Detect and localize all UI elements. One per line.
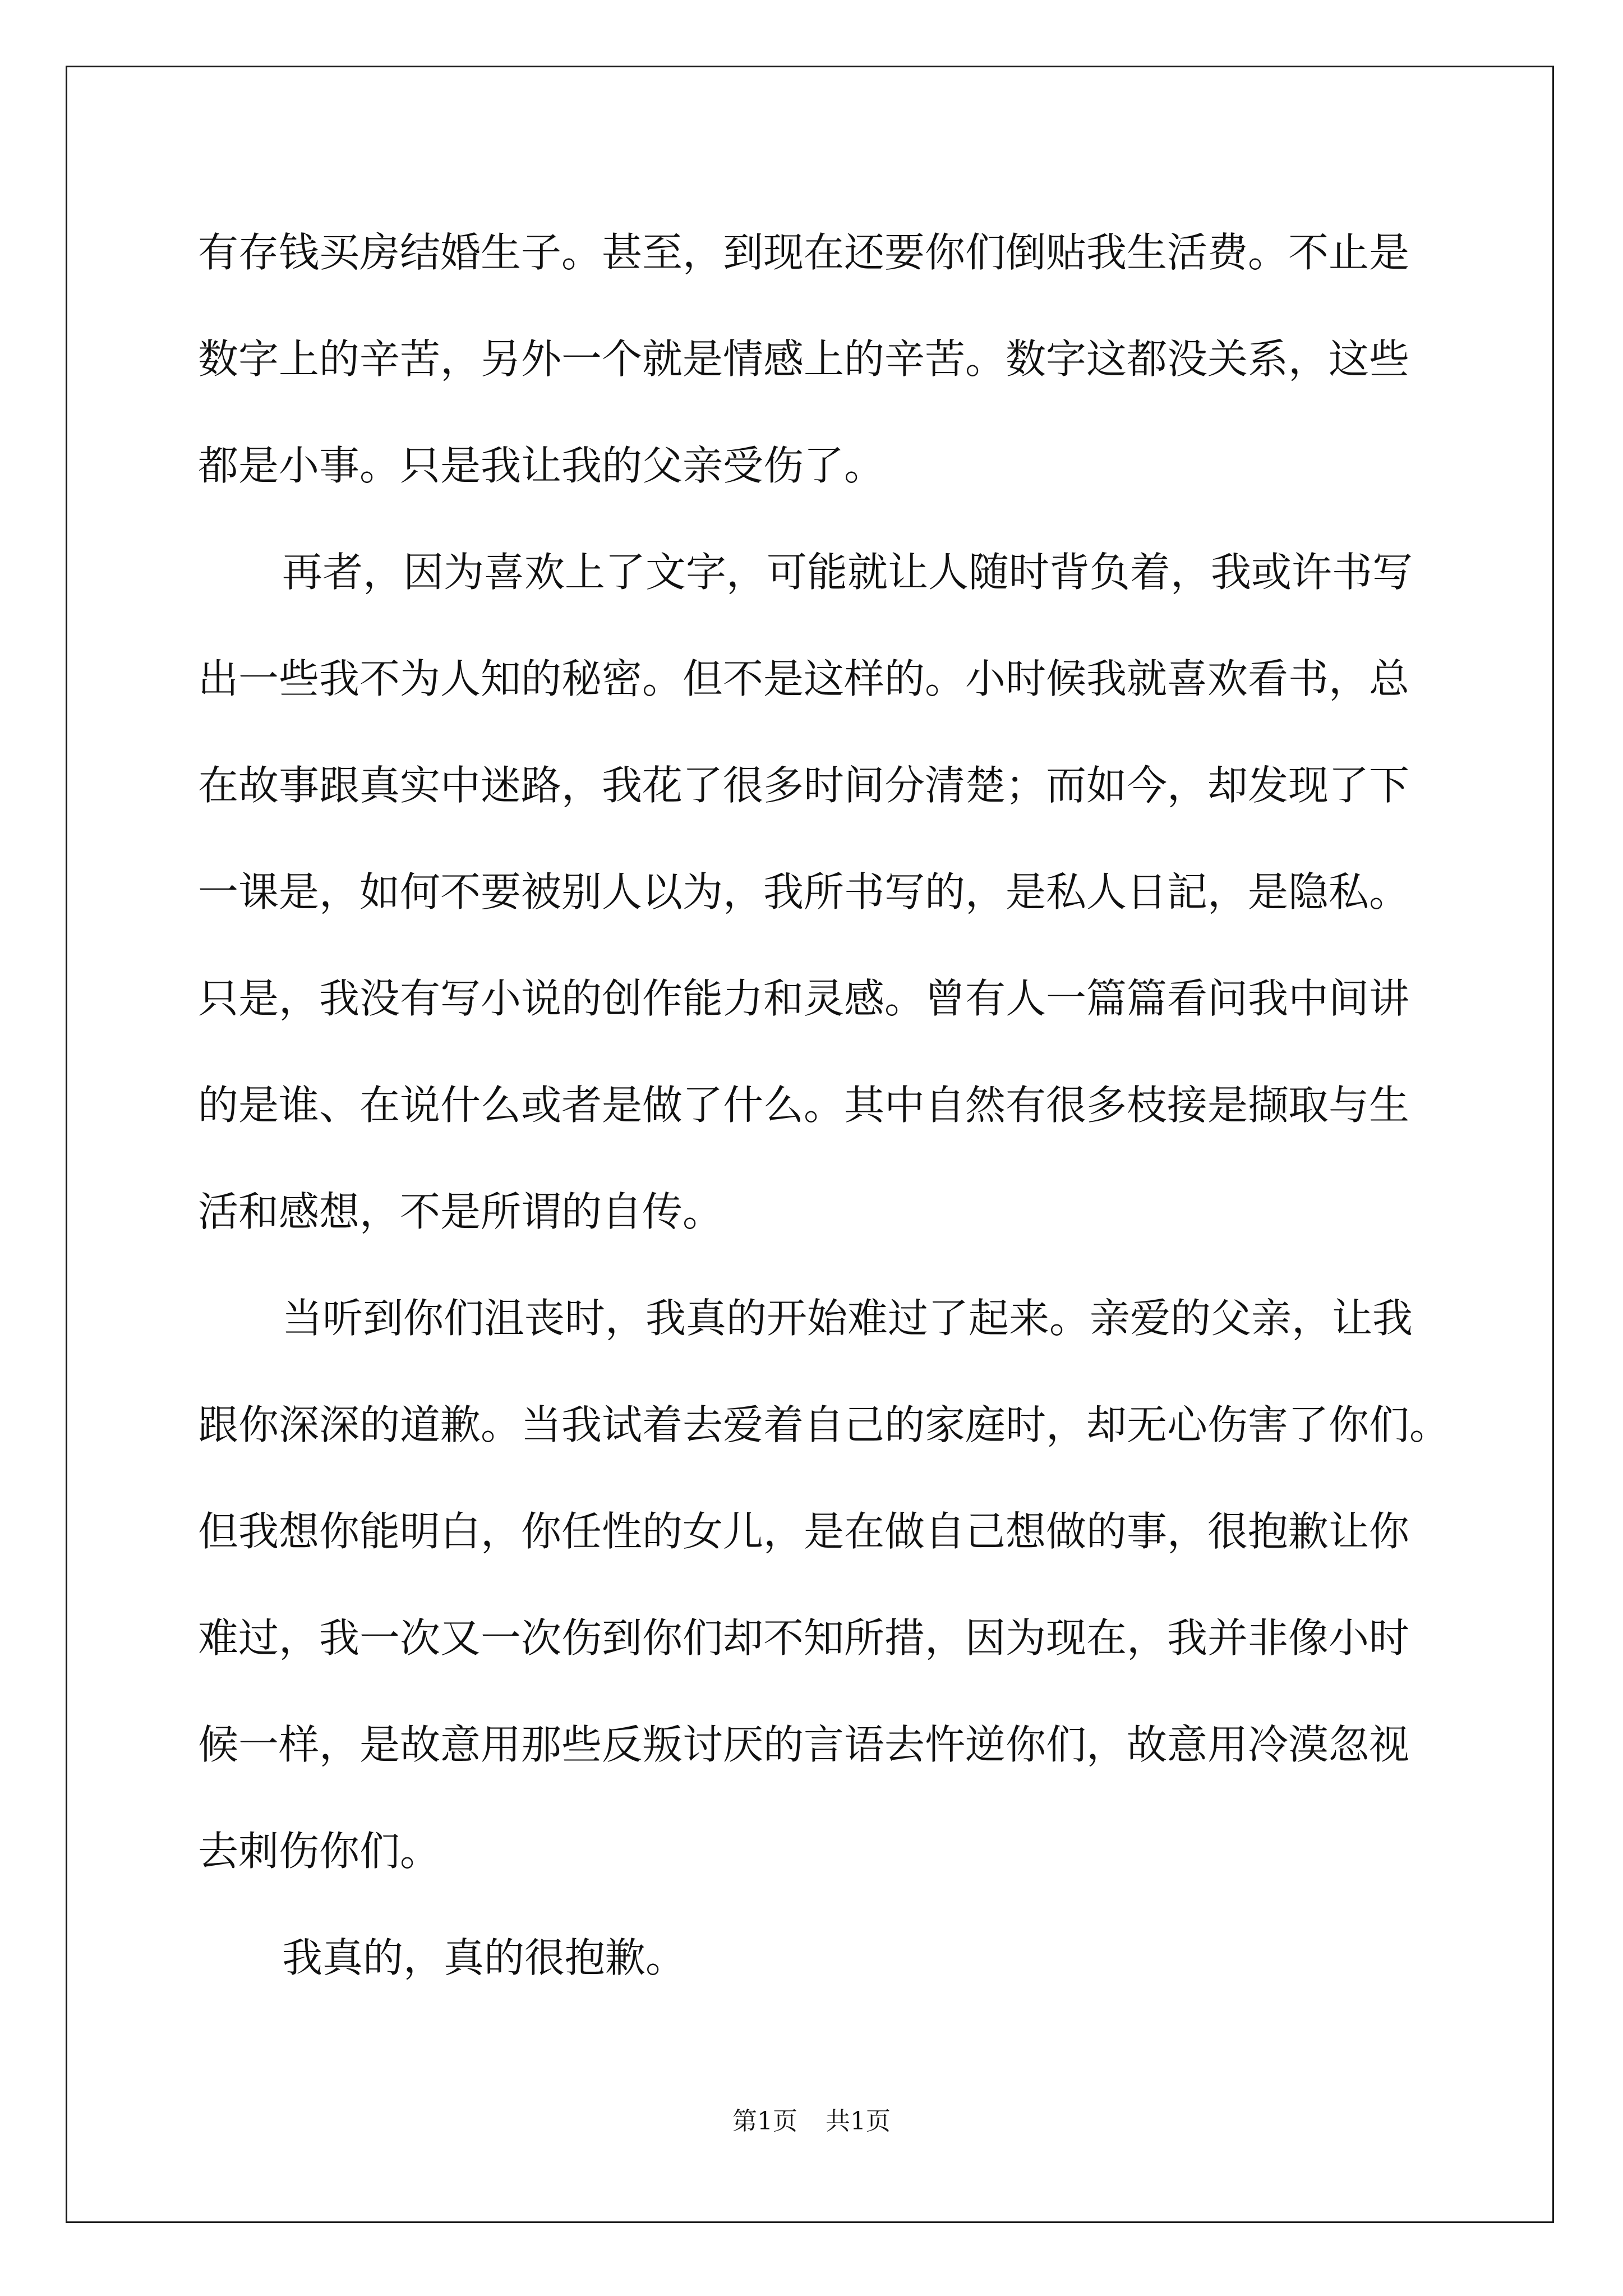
text-line: 出一些我不为人知的秘密。但不是这样的。小时候我就喜欢看书，总 (198, 655, 1410, 702)
page-footer (0, 2105, 1623, 2138)
text-line: 活和感想，不是所谓的自传。 (198, 1188, 723, 1235)
page-total-label: 共1页 (826, 2107, 891, 2136)
text-line: 当听到你们沮丧时，我真的开始难过了起来。亲爱的父亲，让我 (282, 1295, 1413, 1342)
text-line: 难过，我一次又一次伤到你们却不知所措，因为现在，我并非像小时 (198, 1614, 1410, 1662)
text-line: 的是谁、在说什么或者是做了什么。其中自然有很多枝接是撷取与生 (198, 1082, 1410, 1129)
text-line: 但我想你能明白，你任性的女儿，是在做自己想做的事，很抱歉让你 (198, 1508, 1410, 1555)
text-line: 我真的，真的很抱歉。 (282, 1934, 686, 1981)
text-line: 只是，我没有写小说的创作能力和灵感。曾有人一篇篇看问我中间讲 (198, 975, 1410, 1022)
text-line: 再者，因为喜欢上了文字，可能就让人随时背负着，我或许书写 (282, 549, 1413, 596)
text-line: 去刺伤你们。 (198, 1828, 441, 1875)
text-line: 数字上的辛苦，另外一个就是情感上的辛苦。数字这都没关系，这些 (198, 335, 1410, 383)
text-line: 一课是，如何不要被别人以为，我所书写的，是私人日記，是隐私。 (198, 868, 1410, 915)
text-line: 都是小事。只是我让我的父亲受伤了。 (198, 442, 885, 489)
text-line: 候一样，是故意用那些反叛讨厌的言语去忤逆你们，故意用冷漠忽视 (198, 1721, 1410, 1768)
document-body (198, 199, 1454, 2011)
text-line: 在故事跟真实中迷路，我花了很多时间分清楚；而如今，却发现了下 (198, 762, 1410, 809)
page-current-label: 第1页 (732, 2107, 797, 2136)
text-line: 有存钱买房结婚生子。甚至，到现在还要你们倒贴我生活费。不止是 (198, 229, 1410, 276)
text-line: 跟你深深的道歉。当我试着去爱着自己的家庭时，却无心伤害了你们。 (198, 1401, 1450, 1448)
